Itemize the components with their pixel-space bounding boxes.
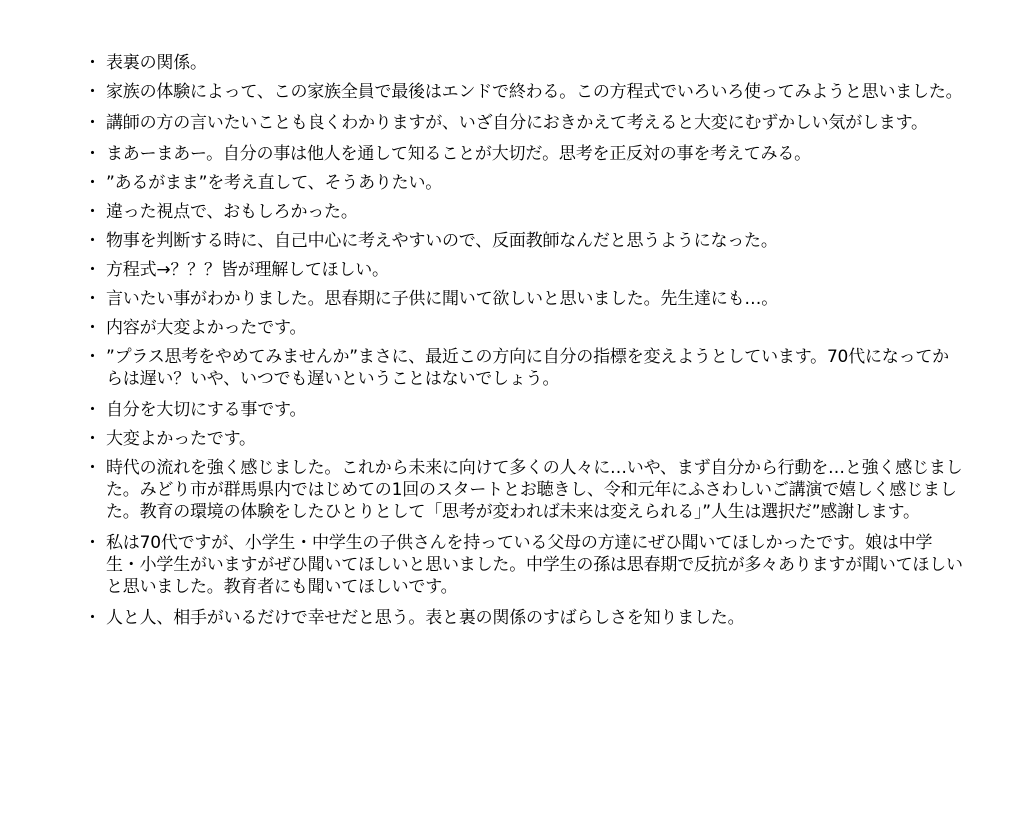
list-item [84, 112, 964, 134]
list-item [84, 143, 964, 165]
comment-list [84, 52, 964, 636]
list-item [84, 399, 964, 421]
list-item [84, 346, 964, 390]
comment-text: 言いたい事がわかりました。思春期に子供に聞いて欲しいと思いました。先生達にも…。 [106, 289, 778, 309]
list-item [84, 230, 964, 252]
bullet-icon: ・ [84, 429, 101, 449]
comment-text: 私は70代ですが、小学生・中学生の子供さんを持っている父母の方達にぜひ聞いてほしかったです。娘は中学生・小学生がいますがぜひ聞いてほしいと思いました。中学生の孫は思春期で反抗が多々ありますが聞いてほしいと思いました。教育者にも聞いてほしいです。 [106, 533, 963, 597]
bullet-icon: ・ [84, 173, 101, 193]
comment-text: 大変よかったです。 [106, 429, 256, 449]
bullet-icon: ・ [84, 202, 101, 222]
bullet-icon: ・ [84, 144, 101, 164]
bullet-icon: ・ [84, 458, 101, 478]
list-item [84, 317, 964, 339]
bullet-icon: ・ [84, 231, 101, 251]
list-item [84, 259, 964, 281]
comment-text: 内容が大変よかったです。 [106, 318, 307, 338]
list-item [84, 457, 964, 523]
comment-text: 違った視点で、おもしろかった。 [106, 202, 358, 222]
bullet-icon: ・ [84, 113, 101, 133]
list-item [84, 52, 964, 74]
list-item [84, 201, 964, 223]
bullet-icon: ・ [84, 289, 101, 309]
comment-text: 方程式→？？？皆が理解してほしい。 [106, 260, 389, 280]
list-item [84, 81, 964, 103]
list-item [84, 607, 964, 629]
comment-text: ”プラス思考をやめてみませんか”まさに、最近この方向に自分の指標を変えようとしています。70代になってからは遅い？いや、いつでも遅いということはないでしょう。 [106, 347, 949, 389]
comment-text: まあーまあー。自分の事は他人を通して知ることが大切だ。思考を正反対の事を考えてみる。 [106, 144, 811, 164]
bullet-icon: ・ [84, 260, 101, 280]
comment-text: 家族の体験によって、この家族全員で最後はエンドで終わる。この方程式でいろいろ使ってみようと思いました。 [106, 82, 963, 102]
bullet-icon: ・ [84, 608, 101, 628]
bullet-icon: ・ [84, 347, 101, 367]
comment-text: 人と人、相手がいるだけで幸せだと思う。表と裏の関係のすばらしさを知りました。 [106, 608, 745, 628]
comment-text: ”あるがまま”を考え直して、そうありたい。 [106, 173, 443, 193]
bullet-icon: ・ [84, 53, 101, 73]
bullet-icon: ・ [84, 400, 101, 420]
bullet-icon: ・ [84, 318, 101, 338]
list-item [84, 288, 964, 310]
list-item [84, 532, 964, 598]
list-item [84, 172, 964, 194]
comment-text: 時代の流れを強く感じました。これから未来に向けて多くの人々に…いや、まず自分から行動を…と強く感じました。みどり市が群馬県内ではじめての1回のスタートとお聴きし、令和元年にふさわしいご講演で嬉しく感じました。教育の環境の体験をしたひとりとして「思考が変われば未来は変えられる」”人生は選択だ”感謝します。 [106, 458, 963, 522]
list-item [84, 428, 964, 450]
comment-text: 表裏の関係。 [106, 53, 207, 73]
bullet-icon: ・ [84, 533, 101, 553]
comment-text: 講師の方の言いたいことも良くわかりますが、いざ自分におきかえて考えると大変にむずかしい気がします。 [106, 113, 928, 133]
comment-text: 物事を判断する時に、自己中心に考えやすいので、反面教師なんだと思うようになった。 [106, 231, 778, 251]
bullet-icon: ・ [84, 82, 101, 102]
comment-text: 自分を大切にする事です。 [106, 400, 307, 420]
